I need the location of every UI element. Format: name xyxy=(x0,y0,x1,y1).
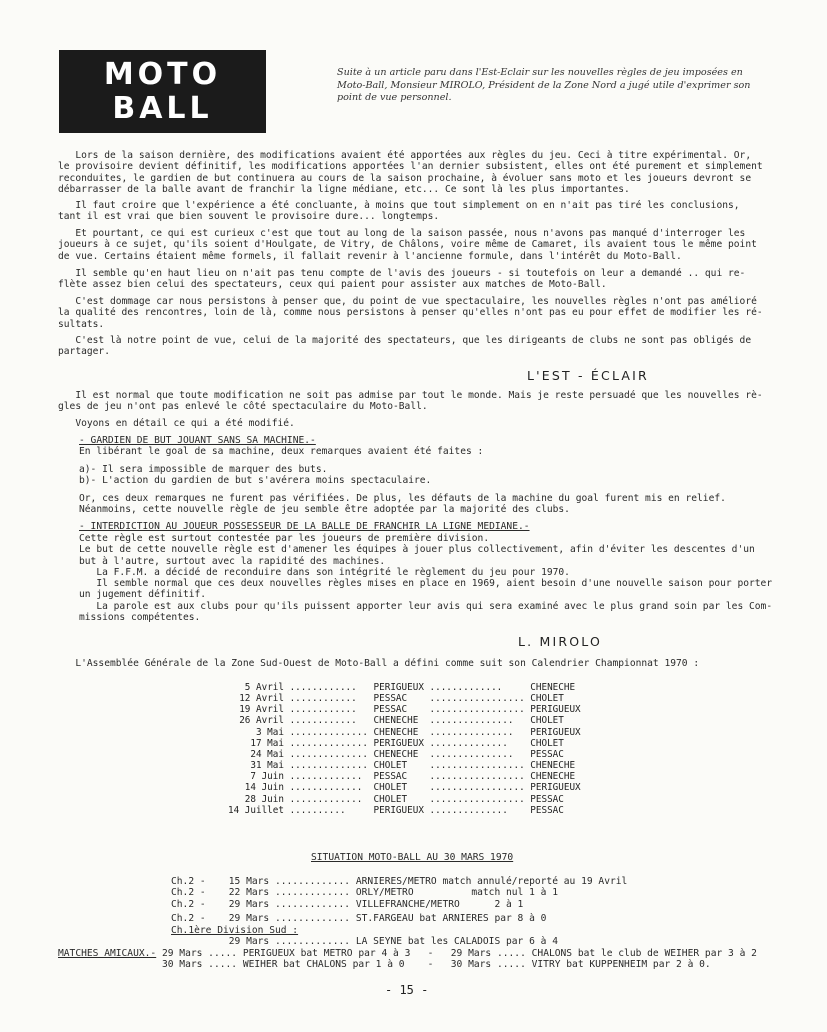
logo-line-2: BALL xyxy=(112,91,213,126)
calendar-leader: ................. xyxy=(423,693,531,705)
calendar-leader: ............. xyxy=(283,771,368,783)
signature-mirolo: L. MIROLO xyxy=(518,634,603,649)
situation-d1-label: Ch.1ère Division Sud : xyxy=(171,925,299,936)
situation-d1-line: 29 Mars ............. LA SEYNE bat les CALADOIS par 6 à 4 xyxy=(171,936,558,947)
calendar-date: 19 Avril xyxy=(239,704,284,716)
article-paragraph-4: Il semble qu'en haut lieu on n'ait pas tenu compte de l'avis des joueurs - si toutefois on leur a demandé .. qui re- flète assez bien celui des spectateurs, ceux qui paient pour assister aux matches de Moto-Ball. xyxy=(58,268,746,291)
calendar-leader: .............. xyxy=(283,760,374,772)
calendar-leader: ............ xyxy=(283,693,363,705)
calendar-date: 7 Juin xyxy=(244,771,284,783)
calendar-away-team: CHENECHE xyxy=(530,771,576,783)
calendar-home-team: CHENECHE xyxy=(373,726,419,738)
calendar-away-team: PESSAC xyxy=(530,804,564,816)
calendar-row xyxy=(228,704,581,715)
calendar-home-team: PESSAC xyxy=(373,704,408,716)
calendar-leader: ............. xyxy=(283,793,368,805)
calendar-away-team: CHENECHE xyxy=(530,682,576,693)
calendar-date: 12 Avril xyxy=(239,693,284,705)
calendar-home-team: CHENECHE xyxy=(373,748,419,760)
calendar-away-team: CHOLET xyxy=(530,737,564,749)
friendly-matches-line-1 xyxy=(58,948,757,959)
calendar-date: 24 Mai xyxy=(250,748,284,760)
calendar-home-team: PESSAC xyxy=(373,693,408,705)
article-paragraph-6: C'est là notre point de vue, celui de la majorité des spectateurs, que les dirigeants de clubs ne sont pas obligés de partager. xyxy=(58,335,752,358)
reply-paragraph-5: Cette règle est surtout contestée par les joueurs de première division. Le but de cette nouvelle règle est d'amener les équipes à jouer plus collectivement, afin d'éviter les descentes d'un but à l'autre, surtout avec la rapidité des machines. La F.F.M. a décidé de reconduire dans son intégrité le règlement du jeu pour 1970. Il semble normal que ces deux nouvelles règles mises en place en 1969, aient besoin d'une nouvelle saison pour porter un jugement définitif. La parole est aux clubs pour qu'ils puissent apporter leur avis qui sera examiné avec le plus grand soin par les Com- missions compétentes. xyxy=(79,533,773,624)
calendar-leader: .............. xyxy=(423,737,514,749)
calendar-leader: ................. xyxy=(423,704,531,716)
calendar-date: 3 Mai xyxy=(250,726,284,738)
calendar-leader: ............ xyxy=(283,704,363,716)
friendly-matches-line-2: 30 Mars ..... WEIHER bat CHALONS par 1 à 0 - 30 Mars ..... VITRY bat KUPPENHEIM par 2 à 0. xyxy=(58,959,711,970)
calendar-row xyxy=(228,771,581,782)
calendar-leader: .............. xyxy=(423,804,514,816)
calendar-leader: ............ xyxy=(283,715,363,727)
calendar-intro: L'Assemblée Générale de la Zone Sud-Ouest de Moto-Ball a défini comme suit son Calendrier Championnat 1970 : xyxy=(58,658,700,669)
calendar-leader: ................. xyxy=(423,760,531,772)
calendar-date: 17 Mai xyxy=(250,737,284,749)
calendar-row xyxy=(228,805,581,816)
calendar-leader: ................. xyxy=(423,771,531,783)
calendar-leader: ............. xyxy=(423,682,508,693)
reply-paragraph-4: Or, ces deux remarques ne furent pas vérifiées. De plus, les défauts de la machine du goal furent mis en relief. Néanmoins, cette nouvelle règle de jeu semble être adoptée par la majorité des clubs. xyxy=(79,493,726,516)
calendar-away-team: PESSAC xyxy=(530,748,564,760)
logo-line-1: MOTO xyxy=(103,57,222,92)
intro-note: Suite à un article paru dans l'Est-Eclair sur les nouvelles règles de jeu imposées en Moto-Ball, Monsieur MIROLO, Président de la Zone Nord a jugé utile d'exprimer son point de vue personnel. xyxy=(337,67,751,104)
calendar-row xyxy=(228,682,581,693)
calendar-leader: .......... xyxy=(283,804,352,816)
calendar-home-team: CHOLET xyxy=(373,793,408,805)
calendar-away-team: CHOLET xyxy=(530,715,564,727)
calendar-home-team: PERIGUEUX xyxy=(373,804,424,816)
heading-midline: - INTERDICTION AU JOUEUR POSSESSEUR DE LA BALLE DE FRANCHIR LA LIGNE MEDIANE.- xyxy=(79,521,530,532)
calendar-leader: ............ xyxy=(283,682,363,693)
calendar-row xyxy=(228,727,581,738)
calendar-row xyxy=(228,794,581,805)
article-paragraph-3: Et pourtant, ce qui est curieux c'est que tout au long de la saison passée, nous n'avons pas manqué d'interroger les joueurs à ce sujet, qu'ils soient d'Houlgate, de Vitry, de Châlons, voire même de Camaret, ils avaient tous le même point de vue. Certains étaient même formels, il fallait revenir à l'ancienne formule, dans l'intérêt du Moto-Ball. xyxy=(58,228,757,262)
calendar-leader: .............. xyxy=(283,726,374,738)
reply-paragraph-3: En libérant le goal de sa machine, deux remarques avaient été faites : xyxy=(79,446,484,457)
calendar-home-team: CHOLET xyxy=(373,782,408,794)
heading-goalkeeper: - GARDIEN DE BUT JOUANT SANS SA MACHINE.- xyxy=(79,435,316,446)
situation-title: SITUATION MOTO-BALL AU 30 MARS 1970 xyxy=(311,852,514,863)
calendar-row xyxy=(228,760,581,771)
article-paragraph-1: Lors de la saison dernière, des modifications avaient été apportées aux règles du jeu. Ceci à titre expérimental. Or, le provisoire devient définitif, les modifications apportées l'an dernier subsistent, elles ont été purement et simplement reconduites, le gardien de but continuera au cours de la saison prochaine, à évoluer sans moto et les joueurs devront se débarrasser de la balle avant de franchir la ligne médiane, etc... Ce sont là les plus importantes. xyxy=(58,150,763,195)
calendar-row xyxy=(228,782,581,793)
situation-ch2-lines: Ch.2 - 15 Mars ............. ARNIERES/METRO match annulé/reporté au 19 Avril Ch.2 - 22 Mars ............. ORLY/METRO match nul 1 à 1 Ch.2 - 29 Mars ............. VILLEFRANCHE/METRO 2 à 1 xyxy=(171,876,628,910)
calendar-home-team: CHOLET xyxy=(373,760,408,772)
calendar-date: 14 Juin xyxy=(244,782,284,794)
calendar-row xyxy=(228,749,581,760)
reply-list-remarks: a)- Il sera impossible de marquer des buts. b)- L'action du gardien de but s'avérera moins spectaculaire. xyxy=(79,464,432,487)
situation-ch2-line-4: Ch.2 - 29 Mars ............. ST.FARGEAU bat ARNIERES par 8 à 0 xyxy=(171,913,547,924)
calendar-leader: ................. xyxy=(423,793,531,805)
calendar-date: 28 Juin xyxy=(244,793,284,805)
article-paragraph-2: Il faut croire que l'expérience a été concluante, à moins que tout simplement on en n'ait pas tiré les conclusions, tant il est vrai que bien souvent le provisoire dure... longtemps. xyxy=(58,200,740,223)
calendar-away-team: PESSAC xyxy=(530,793,564,805)
calendar-row xyxy=(228,738,581,749)
calendar-away-team: PERIGUEUX xyxy=(530,704,581,716)
calendar-home-team: PERIGUEUX xyxy=(373,682,424,693)
calendar-leader: .............. xyxy=(283,748,374,760)
calendar-home-team: CHENECHE xyxy=(373,715,419,727)
calendar-leader: ............... xyxy=(423,715,520,727)
friendly-matches-label: MATCHES AMICAUX.- xyxy=(58,948,157,959)
calendar-leader: .............. xyxy=(283,737,374,749)
calendar-date: 5 Avril xyxy=(239,682,284,693)
calendar-away-team: PERIGUEUX xyxy=(530,726,581,738)
calendar-away-team: PERIGUEUX xyxy=(530,782,581,794)
article-paragraph-5: C'est dommage car nous persistons à penser que, du point de vue spectaculaire, les nouvelles règles n'ont pas amélioré la qualité des rencontres, loin de là, comme nous persistons à penser qu'elles n'ont pas eu pour effet de modifier les ré- sultats. xyxy=(58,296,763,330)
calendar-home-team: PERIGUEUX xyxy=(373,737,424,749)
calendar-table xyxy=(228,682,581,816)
calendar-row xyxy=(228,693,581,704)
calendar-leader: ............... xyxy=(423,748,520,760)
calendar-away-team: CHOLET xyxy=(530,693,564,705)
reply-paragraph-2: Voyons en détail ce qui a été modifié. xyxy=(58,418,295,429)
calendar-leader: ................. xyxy=(423,782,531,794)
moto-ball-logo xyxy=(59,50,266,133)
friendly-matches-text-1: 29 Mars ..... PERIGUEUX bat METRO par 4 à 3 - 29 Mars ..... CHALONS bat le club de WEIHER par 3 à 2 xyxy=(156,948,757,959)
calendar-date: 31 Mai xyxy=(250,760,284,772)
calendar-away-team: CHENECHE xyxy=(530,760,576,772)
calendar-home-team: PESSAC xyxy=(373,771,408,783)
calendar-leader: ............. xyxy=(283,782,368,794)
signature-est-eclair: L'EST - ÉCLAIR xyxy=(527,368,649,383)
calendar-date: 14 Juillet xyxy=(228,804,284,816)
calendar-leader: ............... xyxy=(423,726,520,738)
reply-paragraph-1: Il est normal que toute modification ne soit pas admise par tout le monde. Mais je reste persuadé que les nouvelles rè- gles de jeu n'ont pas enlevé le côté spectaculaire du Moto-Ball. xyxy=(58,390,763,413)
calendar-row xyxy=(228,715,581,726)
calendar-date: 26 Avril xyxy=(239,715,284,727)
page-number: - 15 - xyxy=(385,983,429,997)
